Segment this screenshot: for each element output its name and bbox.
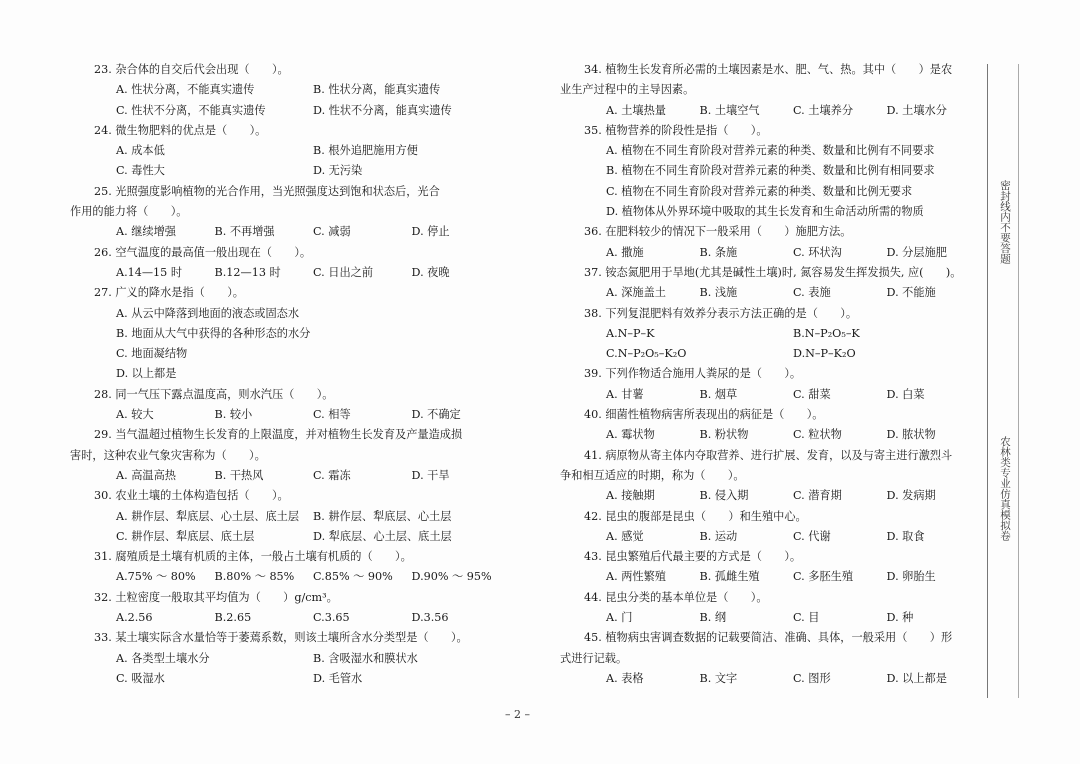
options-row [560,567,980,587]
answer-option: D. 发病期 [886,489,936,503]
answer-option: C. 相等 [313,408,351,422]
question-stem: 42. 昆虫的腹部是昆虫（ ）和生殖中心。 [584,509,807,523]
answer-option: A.14—15 时 [116,265,183,279]
answer-option: B. 性状分离，能真实遗传 [313,83,441,97]
question-stem: 44. 昆虫分类的基本单位是（ ）。 [584,590,768,604]
question-stem-line: 争和相互适应的时期，称为（ ）。 [560,468,745,482]
options-row [70,263,510,283]
binding-line [987,64,988,698]
answer-option: A. 各类型土壤水分 [116,651,210,665]
answer-option: D. 性状不分离，能真实遗传 [313,103,452,117]
question-stem-line: 29. 当气温超过植物生长发育的上限温度，并对植物生长发育及产量造成损 [94,428,463,442]
question-stem: 23. 杂合体的自交后代会出现（ ）。 [94,63,289,76]
options-row [560,344,980,364]
answer-option: D. 卵胎生 [886,570,936,584]
answer-option: C. 性状不分离，不能真实遗传 [116,103,266,117]
answer-option: B. 文字 [699,671,738,685]
answer-option: D. 毛管水 [313,671,363,685]
answer-option: B. 含吸湿水和膜状水 [313,651,418,665]
answer-option: C. 粒状物 [793,428,842,442]
answer-option: A. 继续增强 [116,225,176,239]
question-stem: 27. 广义的降水是指（ ）。 [94,286,244,300]
answer-option: B. 条施 [699,245,738,259]
answer-option: B. 侵入期 [699,489,749,503]
options-row [560,425,980,445]
answer-option: B. 不再增强 [214,225,275,239]
answer-option: D. 停止 [411,225,450,239]
options-row [560,101,980,121]
page-number: – 2 – [505,708,530,721]
question-stem: 30. 农业土壤的土体构造包括（ ）。 [94,489,289,503]
answer-option: C. 日出之前 [313,265,374,279]
options-row [560,669,980,689]
answer-option: D.3.56 [411,611,449,625]
options-row [560,385,980,405]
question-stem: 38. 下列复混肥料有效养分表示方法正确的是（ ）。 [584,306,858,320]
answer-option: D. 土壤水分 [886,103,947,117]
answer-option: A. 感觉 [606,529,644,543]
answer-option: B. 孤雌生殖 [699,570,760,584]
answer-option: C. 土壤养分 [793,103,854,117]
options-row [560,243,980,263]
options-row [70,161,510,181]
answer-option: C. 植物在不同生育阶段对营养元素的种类、数量和比例无要求 [606,184,913,198]
answer-option: C. 霜冻 [313,468,351,482]
question-stem-line: 业生产过程中的主导因素。 [560,83,695,97]
question-stem-line: 式进行记载。 [560,651,628,665]
question-stem: 35. 植物营养的阶段性是指（ ）。 [584,123,768,137]
answer-option: D. 植物体从外界环境中吸取的其生长发育和生命活动所需的物质 [606,205,924,219]
answer-option: B. 耕作层、犁底层、心土层 [313,509,452,523]
answer-option: C. 吸湿水 [116,671,165,685]
answer-option: C.85% ～ 90% [313,570,393,584]
answer-option: D.90% ～ 95% [411,570,492,584]
answer-option: A. 撒施 [606,245,644,259]
answer-option: D. 犁底层、心土层、底土层 [313,529,452,543]
right-column [560,60,980,689]
answer-option: B. 干热风 [214,468,264,482]
answer-option: C. 地面凝结物 [116,347,188,361]
answer-option: C. 表施 [793,286,831,300]
answer-option: D. 分层施肥 [886,245,947,259]
options-row [560,324,980,344]
options-row [70,80,510,100]
question-stem: 31. 腐殖质是土壤有机质的主体，一般占土壤有机质的（ ）。 [94,550,412,564]
answer-option: D. 以上都是 [116,367,177,381]
answer-option: B.12—13 时 [214,265,281,279]
left-column [70,60,510,689]
answer-option: A. 甘薯 [606,387,644,401]
answer-option: C.3.65 [313,611,350,625]
question-stem: 26. 空气温度的最高值一般出现在（ ）。 [94,245,312,259]
answer-option: C. 减弱 [313,225,351,239]
question-stem: 39. 下列作物适合施用人粪尿的是（ ）。 [584,367,802,381]
answer-option: D. 种 [886,611,914,625]
answer-option: A.2.56 [116,611,153,625]
answer-option: B. 较小 [214,408,253,422]
answer-option: C. 耕作层、犁底层、底土层 [116,529,255,543]
answer-option: C. 环状沟 [793,245,842,259]
question-stem: 32. 土粒密度一般取其平均值为（ ）g/cm³。 [94,590,338,604]
options-row [70,466,510,486]
answer-option: C. 毒性大 [116,164,165,178]
options-row [70,101,510,121]
answer-option: A. 两性繁殖 [606,570,666,584]
options-row [70,649,510,669]
options-row [560,486,980,506]
question-stem: 37. 铵态氮肥用于旱地(尤其是碱性土壤)时, 氮容易发生挥发损失, 应( )。 [584,265,962,279]
question-stem: 33. 某土壤实际含水量恰等于萎蔫系数，则该土壤所含水分类型是（ ）。 [94,631,468,645]
answer-option: A.N–P–K [606,326,655,340]
answer-option: B. 浅施 [699,286,738,300]
answer-option: D. 不能施 [886,286,936,300]
options-row [70,608,510,628]
answer-option: D. 干旱 [411,468,450,482]
answer-option: D. 无污染 [313,164,363,178]
answer-option: A. 深施盖土 [606,286,666,300]
answer-option: D. 不确定 [411,408,461,422]
options-row [70,222,510,242]
answer-option: B. 粉状物 [699,428,749,442]
answer-option: C.N–P₂O₅–K₂O [606,347,687,361]
answer-option: C. 潜育期 [793,489,842,503]
question-stem: 24. 微生物肥料的优点是（ ）。 [94,123,267,137]
answer-option: A. 高温高热 [116,468,176,482]
options-row [560,527,980,547]
options-row [70,507,510,527]
question-stem-line: 41. 病原物从寄主体内夺取营养、进行扩展、发育，以及与寄主进行激烈斗 [584,448,953,462]
answer-option: B. 运动 [699,529,738,543]
options-row [70,141,510,161]
options-row [560,283,980,303]
answer-option: C. 目 [793,611,820,625]
answer-option: D. 以上都是 [886,671,947,685]
question-stem-line: 34. 植物生长发育所必需的土壤因素是水、肥、气、热。其中（ ）是农 [584,63,953,76]
options-row [70,405,510,425]
answer-option: A.75% ～ 80% [116,570,196,584]
answer-option: D. 脓状物 [886,428,936,442]
answer-option: D. 夜晚 [411,265,450,279]
question-stem: 36. 在肥料较少的情况下一般采用（ ）施肥方法。 [584,225,852,239]
answer-option: B.N–P₂O₅–K [793,326,860,340]
exam-series-title: 农林类专业仿真模拟卷 [999,436,1011,541]
answer-option: A. 从云中降落到地面的液态或固态水 [116,306,300,320]
answer-option: B. 土壤空气 [699,103,760,117]
question-stem-line: 作用的能力将（ ）。 [70,205,188,219]
answer-option: C. 多胚生殖 [793,570,854,584]
options-row [560,608,980,628]
question-stem: 43. 昆虫繁殖后代最主要的方式是（ ）。 [584,550,802,564]
answer-option: A. 成本低 [116,144,165,158]
question-stem-line: 害时，这种农业气象灾害称为（ ）。 [70,448,266,462]
answer-option: A. 霉状物 [606,428,655,442]
question-stem: 40. 细菌性植物病害所表现出的病征是（ ）。 [584,408,824,422]
answer-option: A. 表格 [606,671,644,685]
answer-option: A. 性状分离，不能真实遗传 [116,83,255,97]
answer-option: A. 门 [606,611,633,625]
binding-line-outer [1018,64,1019,698]
answer-option: C. 甜菜 [793,387,831,401]
answer-option: A. 较大 [116,408,154,422]
options-row [70,527,510,547]
options-row [70,669,510,689]
answer-option: B.2.65 [214,611,252,625]
answer-option: D. 白菜 [886,387,925,401]
answer-option: A. 耕作层、犁底层、心土层、底土层 [116,509,300,523]
answer-option: B. 地面从大气中获得的各种形态的水分 [116,326,311,340]
answer-option: D.N–P–K₂O [793,347,856,361]
question-stem-line: 45. 植物病虫害调查数据的记载要简洁、准确、具体，一般采用（ ）形 [584,631,953,645]
answer-option: A. 接触期 [606,489,655,503]
answer-option: A. 植物在不同生育阶段对营养元素的种类、数量和比例有不同要求 [606,144,935,158]
answer-option: B.80% ～ 85% [214,570,295,584]
options-row [70,567,510,587]
answer-option: B. 烟草 [699,387,738,401]
answer-option: B. 纲 [699,611,727,625]
question-stem: 28. 同一气压下露点温度高，则水汽压（ ）。 [94,387,334,401]
question-stem-line: 25. 光照强度影响植物的光合作用，当光照强度达到饱和状态后，光合 [94,184,440,198]
answer-option: B. 植物在不同生育阶段对营养元素的种类、数量和比例有相同要求 [606,164,935,178]
seal-line-notice: 密封线内不要答题 [999,180,1011,264]
answer-option: C. 代谢 [793,529,831,543]
answer-option: A. 土壤热量 [606,103,666,117]
answer-option: C. 图形 [793,671,831,685]
answer-option: D. 取食 [886,529,925,543]
answer-option: B. 根外追肥施用方便 [313,144,418,158]
